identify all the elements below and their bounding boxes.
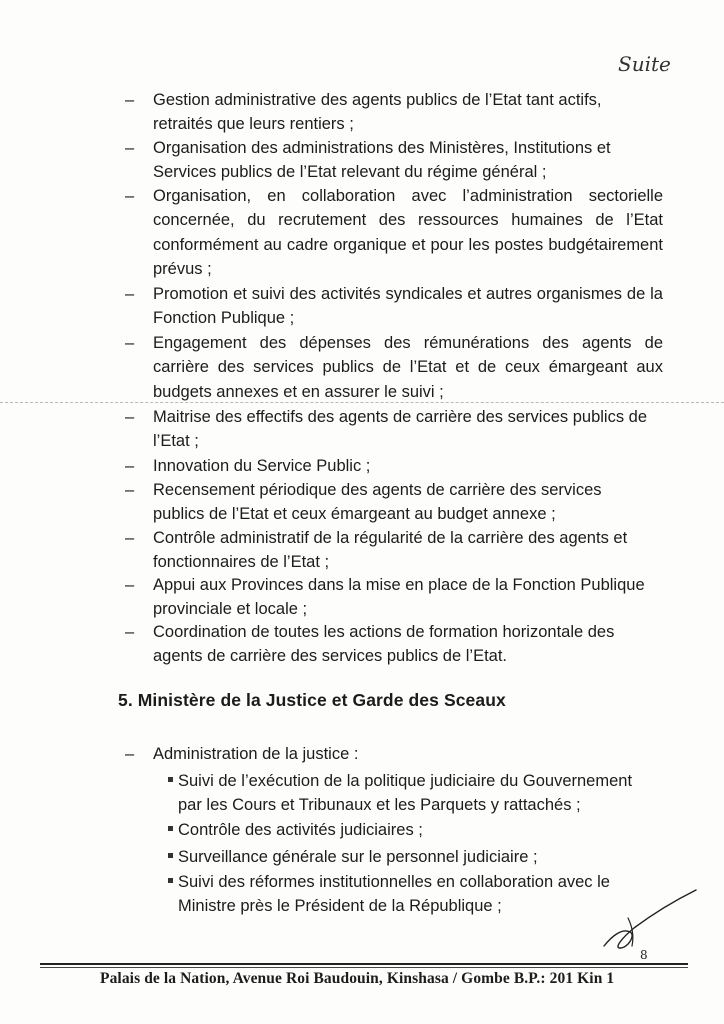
sub-heading-text: Administration de la justice : <box>153 745 359 763</box>
list-item-text: Contrôle administratif de la régularité de la carrière des agents et fonctionnaires de l’Etat ; <box>153 529 628 572</box>
square-bullet-icon <box>168 826 173 831</box>
page-number: 8 <box>640 948 648 962</box>
list-item-text: Recensement périodique des agents de carrière des services publics de l’Etat et ceux émargeant au budget annexe ; <box>153 481 602 524</box>
list-item-text: Organisation des administrations des Ministères, Institutions et Services publics de l’Etat relevant du régime général ; <box>153 139 611 182</box>
list-item-text: Appui aux Provinces dans la mise en place de la Fonction Publique provinciale et locale ; <box>153 576 645 619</box>
footer-divider <box>40 967 688 968</box>
dash-marker: – <box>125 623 135 641</box>
bullet-text: Surveillance générale sur le personnel judiciaire ; <box>178 848 538 866</box>
list-item-text: Gestion administrative des agents publics de l’Etat tant actifs, retraités que leurs rentiers ; <box>153 91 602 134</box>
list-item-text: Coordination de toutes les actions de formation horizontale des agents de carrière des services publics de l’Etat. <box>153 623 615 666</box>
list-item-text: Engagement des dépenses des rémunérations des agents de carrière des services publics de l’Etat et de ceux émargeant aux budgets annexes et en assurer le suivi ; <box>153 334 663 401</box>
dash-marker: – <box>125 408 135 426</box>
dash-marker: – <box>125 187 135 205</box>
dash-marker: – <box>125 529 135 547</box>
section-heading: 5. Ministère de la Justice et Garde des Sceaux <box>118 690 506 710</box>
list-item-text: Organisation, en collaboration avec l’administration sectorielle concernée, du recrutement des ressources humaines de l’Etat conformément au cadre organique et pour les postes budgétairement prévus ; <box>153 187 663 278</box>
continuation-note: Suite <box>618 52 671 76</box>
list-item-text: Innovation du Service Public ; <box>153 457 371 475</box>
footer-divider <box>40 963 688 965</box>
square-bullet-icon <box>168 777 173 782</box>
dash-marker: – <box>125 334 135 352</box>
dash-marker: – <box>125 91 135 109</box>
square-bullet-icon <box>168 878 173 883</box>
dash-marker: – <box>125 139 135 157</box>
dash-marker: – <box>125 576 135 594</box>
bullet-text: Suivi des réformes institutionnelles en collaboration avec le Ministre près le Président de la République ; <box>178 873 610 916</box>
dash-marker: – <box>125 745 135 763</box>
bullet-text: Contrôle des activités judiciaires ; <box>178 821 423 839</box>
list-item-text: Promotion et suivi des activités syndicales et autres organismes de la Fonction Publique ; <box>153 285 663 328</box>
bullet-text: Suivi de l’exécution de la politique judiciaire du Gouvernement par les Cours et Tribunaux et les Parquets y rattachés ; <box>178 772 633 815</box>
dash-marker: – <box>125 457 135 475</box>
dash-marker: – <box>125 481 135 499</box>
square-bullet-icon <box>168 853 173 858</box>
list-item-text: Maitrise des effectifs des agents de carrière des services publics de l’Etat ; <box>153 408 648 451</box>
dash-marker: – <box>125 285 135 303</box>
scan-artifact-line <box>0 402 724 403</box>
footer-address: Palais de la Nation, Avenue Roi Baudouin, Kinshasa / Gombe B.P.: 201 Kin 1 <box>100 970 615 987</box>
